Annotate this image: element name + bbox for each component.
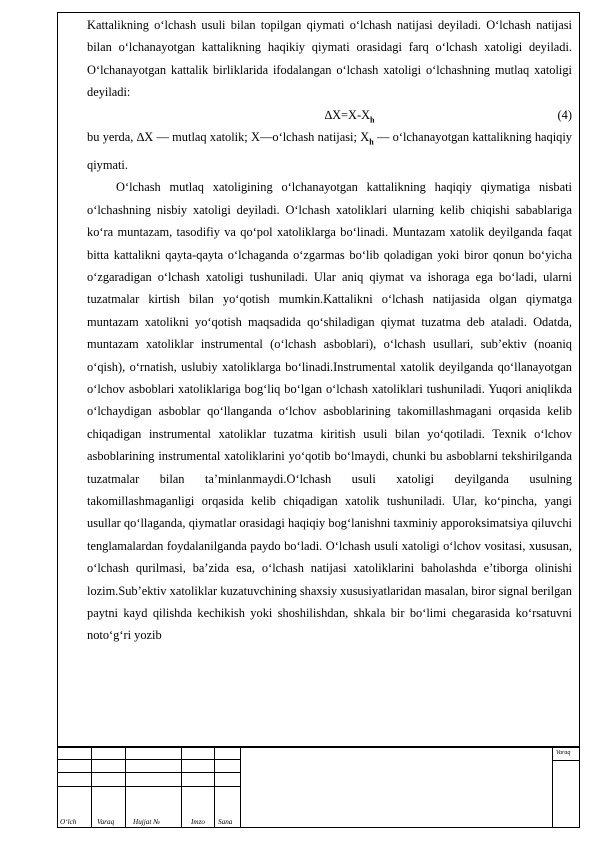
where-text-b: — o‘lchanayotgan kattalikning haqiqiy qiymati. [87,130,573,172]
paragraph-definition: Kattalikning o‘lchash usuli bilan topilgan qiymati o‘lchash natijasi deyiladi. O‘lchash natijasi bilan o‘lchanayotgan kattalikning haqikiy qiymati orasidagi farq o‘lchash xatoligi deyiladi. O‘lchanayotgan kattalik birliklarida ifodalangan o‘lchash xatoligi o‘lchashning mutlaq xatoligi deyiladi: [87,18,572,100]
label-hujjat: Hujjat № [133,818,160,826]
formula-subscript: h [370,115,375,125]
paragraph-where [87,126,572,176]
stamp-top-line [57,746,580,748]
formula-line [87,104,572,126]
stamp-col-line-1 [91,746,92,828]
stamp-col-line-6 [552,746,553,828]
stamp-col-line-5 [240,746,241,828]
where-subscript: h [369,137,374,147]
document-body [87,14,572,647]
label-sana: Sana [218,818,233,826]
paragraph-main: O‘lchash mutlaq xatoligining o‘lchanayotgan kattalikning haqiqiy qiymatiga nisbati o‘lchashning nisbiy xatoligi deyiladi. O‘lchash xatoliklari ularning kelib chiqishi sabablariga ko‘ra muntazam, tasodifiy va qo‘pol xatoliklarga bo‘linadi. Muntazam xatolik deyilganda faqat bitta kattalikni qayta-qayta o‘lchaganda o‘zgarmas bo‘lib qoladigan yoki biror qonun bo‘yicha o‘zgaradigan o‘lchash xatoligi tushuniladi. Ular aniq qiymat va ishoraga ega bo‘ladi, ularni tuzatmalar kirtish bilan yo‘qotish mumkin.Kattalikni o‘lchash natijasida olgan qiymatga muntazam xatolikni yo‘qotish maqsadida qo‘shiladigan qiymat tuzatma deb ataladi. Odatda, muntazam xatoliklar instrumental (o‘lchash asboblari), o‘lchash usullari, sub’ektiv (noaniq o‘qish), o‘rnatish, uslubiy xatoliklarga bo‘linadi.Instrumental xatolik deyilganda qo‘llanayotgan o‘lchov asboblari xatoliklariga bog‘liq bo‘lgan o‘lchash xatoliklari tushuniladi. Yuqori aniqlikda o‘lchaydigan asboblar qo‘llanganda o‘lchov asboblarining takomillashmagani orqasida kelib chiqadigan instrumental xatoliklar tuzatma kiritish usuli bilan yo‘qotiladi. Texnik o‘lchov asboblarining instrumental xatoliklarini yo‘qotib bo‘lmaydi, chunki bu asboblarni tekshirilganda tuzatmalar bilan ta’minlanmaydi.O‘lchash usuli xatoligi deyilganda usulning takomillashmaganligi orqasida kelib chiqadigan xatolik tushuniladi. Ular, ko‘pincha, yangi usullar qo‘llaganda, qiymatlar orasidagi haqiqiy bog‘lanishni taxminiy apporoksimatsiya qiluvchi tenglamalardan foydalanilganda paydo bo‘ladi. O‘lchash usuli xatoligi o‘lchov vositasi, xususan, o‘lchash qurilmasi, ba’zida esa, o‘lchash natijasi xatoliklarini baholashda e’tiborga olinishi lozim.Sub’ektiv xatoliklar kuzatuvchining shaxsiy xususiyatlaridan masalan, biror signal berilgan paytni kayd qilishda kechikish yoki shoshilishdan, shkala bir bo‘limi chegarasida ko‘rsatuvni noto‘g‘ri yozib [87,180,572,643]
stamp-col-line-3 [181,746,182,828]
stamp-varaq-line [552,760,580,761]
stamp-row-line-2 [57,772,240,773]
stamp-row-line-1 [57,759,240,760]
stamp-row-line-3 [57,786,240,787]
title-block [57,746,580,828]
label-imzo: Imzo [191,818,205,826]
equation-number: (4) [557,107,572,122]
label-olch: O‘lch [60,818,77,826]
stamp-col-line-4 [214,746,215,828]
where-text-a: bu yerda, ∆X — mutlaq xatolik; X—o‘lchash natijasi; X [87,130,370,145]
label-varaq-right: Varaq [556,750,571,756]
stamp-col-line-2 [125,746,126,828]
formula [87,104,572,132]
formula-main: ∆X=X-X [324,107,371,122]
label-varaq: Varaq [97,818,115,826]
